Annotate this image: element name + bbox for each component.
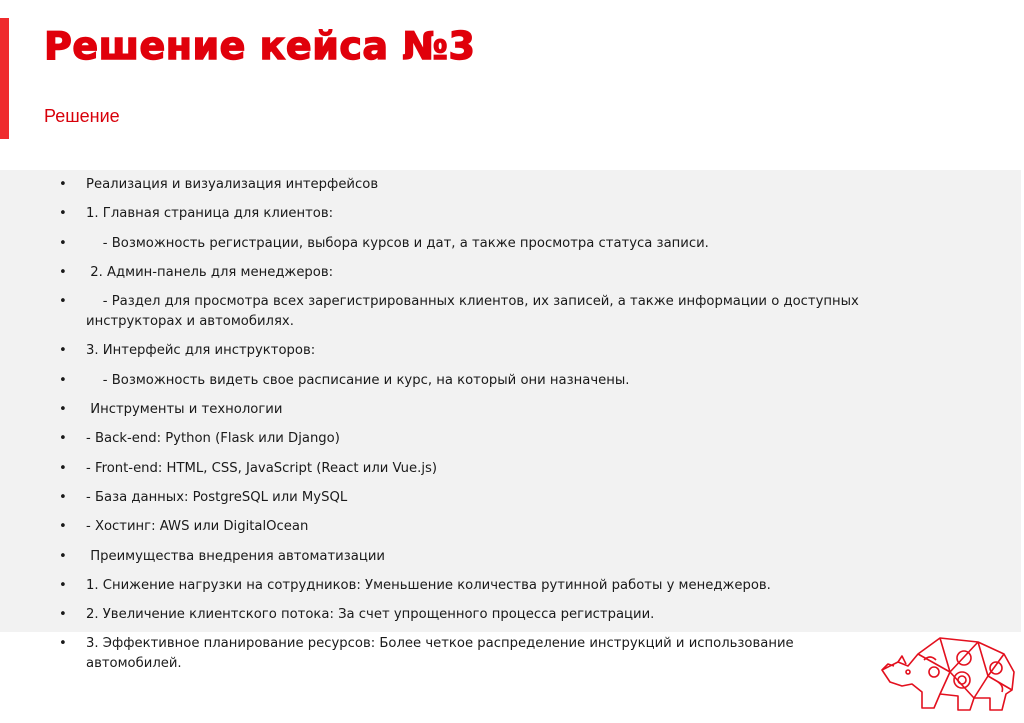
bullet-icon: • (59, 294, 67, 310)
bullet-icon: • (59, 548, 67, 564)
list-item: • - База данных: PostgreSQL или MySQL (0, 488, 886, 508)
list-item: • 1. Главная страница для клиентов: (0, 204, 886, 224)
list-item: • 2. Админ-панель для менеджеров: (0, 263, 886, 283)
bullet-icon: • (59, 264, 67, 280)
list-item: • Преимущества внедрения автоматизации (0, 547, 886, 567)
bullet-icon: • (59, 431, 67, 447)
bullet-list (0, 175, 886, 684)
list-item: • Реализация и визуализация интерфейсов (0, 175, 886, 195)
bullet-icon: • (59, 636, 67, 652)
list-item: • - Back-end: Python (Flask или Django) (0, 429, 886, 449)
list-item: • - Возможность регистрации, выбора курсов и дат, а также просмотра статуса записи. (0, 234, 886, 254)
bullet-icon: • (59, 206, 67, 222)
title-accent-bar (0, 18, 9, 139)
list-item: • 2. Увеличение клиентского потока: За счет упрощенного процесса регистрации. (0, 605, 886, 625)
list-item: • - Возможность видеть свое расписание и курс, на который они назначены. (0, 371, 886, 391)
bullet-icon: • (59, 235, 67, 251)
slide-title: Решение кейса №3 (44, 24, 476, 68)
rhino-logo-icon (878, 632, 1018, 714)
list-item: • 1. Снижение нагрузки на сотрудников: Уменьшение количества рутинной работы у менеджеров. (0, 576, 886, 596)
bullet-icon: • (59, 402, 67, 418)
list-item: • Инструменты и технологии (0, 400, 886, 420)
list-item: • 3. Интерфейс для инструкторов: (0, 341, 886, 361)
list-item: • - Front-end: HTML, CSS, JavaScript (React или Vue.js) (0, 459, 886, 479)
bullet-icon: • (59, 519, 67, 535)
slide-subtitle: Решение (44, 106, 120, 126)
bullet-icon: • (59, 607, 67, 623)
bullet-icon: • (59, 577, 67, 593)
bullet-icon: • (59, 343, 67, 359)
list-item: • - Хостинг: AWS или DigitalOcean (0, 517, 886, 537)
list-item: • - Раздел для просмотра всех зарегистрированных клиентов, их записей, а также информации о доступных инструкторах и автомобилях. (59, 294, 864, 330)
bullet-icon: • (59, 372, 67, 388)
bullet-icon: • (59, 460, 67, 476)
bullet-icon: • (59, 489, 67, 505)
list-item: • 3. Эффективное планирование ресурсов: Более четкое распределение инструкций и использование автомобилей. (59, 636, 798, 672)
bullet-icon: • (59, 177, 67, 192)
